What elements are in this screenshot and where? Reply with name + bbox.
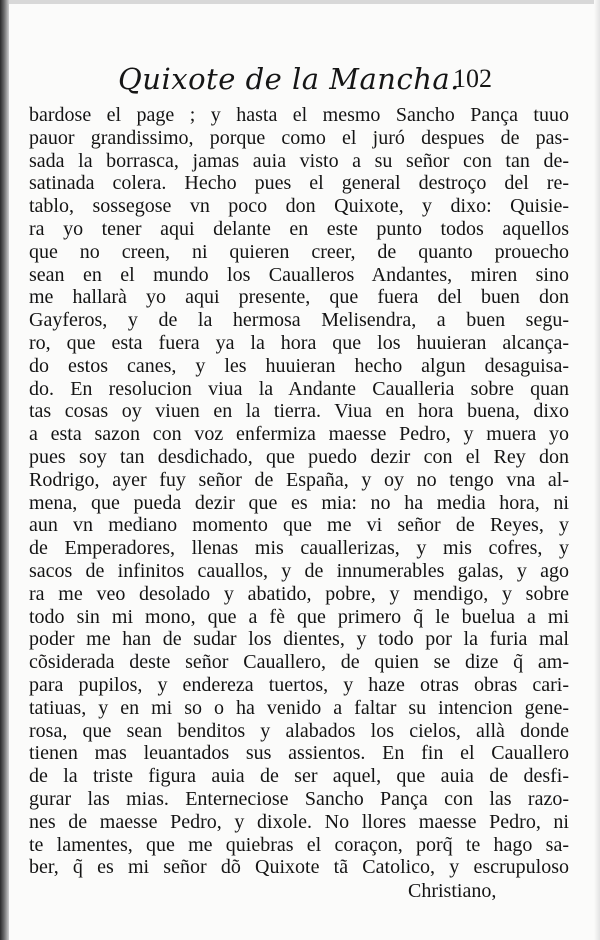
running-title: Quixote de la Mancha. [118,62,460,96]
text-line: gurar las mias. Enterneciose Sancho Pança con las razo- [29,787,569,810]
text-line: tatiuas, y en mi so o ha venido a faltar su intencion gene- [29,696,569,719]
text-line: Gayferos, y de la hermosa Melisendra, a buen segu- [29,309,569,332]
text-line: para pupilos, y endereza tuertos, y haze otras obras cari- [29,673,569,696]
text-line: de la triste figura auia de ser aquel, que auia de desfi- [29,765,569,788]
text-line: sean en el mundo los Caualleros Andantes, miren sino [29,263,569,286]
text-line: tienen mas leuantados sus assientos. En fin el Cauallero [29,742,569,765]
text-line: ber, q̃ es mi señor dõ Quixote tã Catolico, y escrupuloso [29,856,569,879]
text-line: do. En resolucion viua la Andante Caualleria sobre quan [29,377,569,400]
text-line: Rodrigo, ayer fuy señor de España, y oy no tengo vna al- [29,468,569,491]
text-line: que no creen, ni quieren creer, de quanto prouecho [29,240,569,263]
text-line: me hallarà yo aqui presente, que fuera del buen don [29,286,569,309]
text-line: mena, que pueda dezir que es mia: no ha media hora, ni [29,491,569,514]
page-top-edge [0,0,600,4]
text-line: nes de maesse Pedro, y dixole. No llores maesse Pedro, ni [29,810,569,833]
text-line: ro, que esta fuera ya la hora que los huuieran alcança- [29,331,569,354]
text-line: aun vn mediano momento que me vi señor de Reyes, y [29,514,569,537]
running-head [0,62,600,100]
catchword: Christiano, [408,880,497,902]
page-right-shadow [594,0,600,940]
text-line: pauor grandissimo, porque como el juró despues de pas- [29,126,569,149]
text-line: todo sin mi mono, que a fè que primero q̃ le buelua a mi [29,605,569,628]
text-line: tablo, sossegose vn poco don Quixote, y dixo: Quisie- [29,195,569,218]
text-line: sacos de infinitos cauallos, y de innumerables galas, y ago [29,559,569,582]
text-line: pues soy tan desdichado, que puedo dezir con el Rey don [29,445,569,468]
text-line: poder me han de sudar los dientes, y todo por la furia mal [29,628,569,651]
text-line: rosa, que sean benditos y alabados los cielos, allà donde [29,719,569,742]
text-line: ra me veo desolado y abatido, pobre, y mendigo, y sobre [29,582,569,605]
text-line: sada la borrasca, jamas auia visto a su señor con tan de- [29,149,569,172]
text-line: do estos canes, y les huuieran hecho algun desaguisa- [29,354,569,377]
text-line: bardose el page ; y hasta el mesmo Sancho Pança tuuo [29,104,569,126]
text-line: tas cosas oy viuen en la tierra. Viua en hora buena, dixo [29,400,569,423]
text-line: a esta sazon con voz enfermiza maesse Pedro, y muera yo [29,423,569,446]
text-line: te lamentes, que me quiebras el coraçon, porq̃ te hago sa- [29,833,569,856]
text-line: satinada colera. Hecho pues el general destroço del re- [29,172,569,195]
text-line: ra yo tener aqui delante en este punto todos aquellos [29,217,569,240]
text-line: cõsiderada deste señor Cauallero, de quien se dize q̃ am- [29,651,569,674]
page-binding-edge [0,0,9,940]
text-line: de Emperadores, llenas mis cauallerizas, y mis cofres, y [29,537,569,560]
page-number: 102 [453,64,492,93]
body-text [29,104,569,879]
